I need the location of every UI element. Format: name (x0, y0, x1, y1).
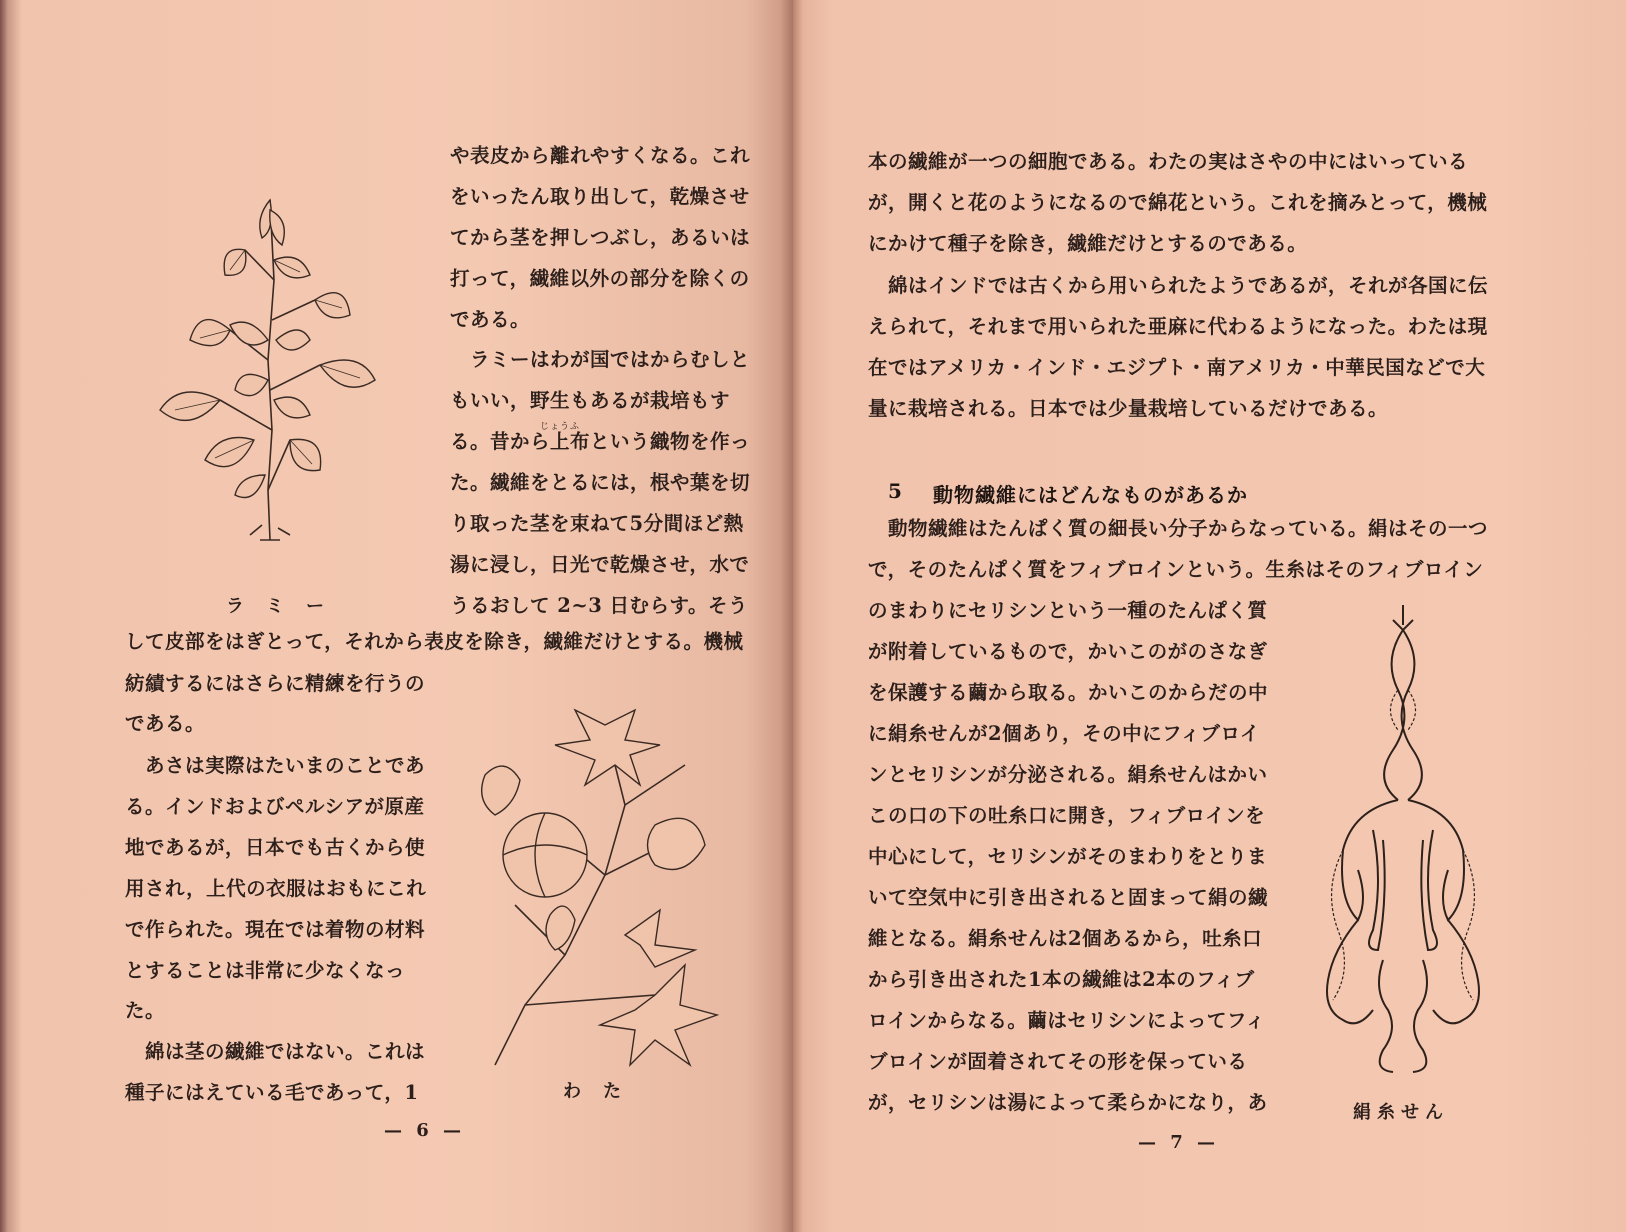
text-line: 綿は茎の繊維ではない。これは (145, 1040, 426, 1063)
text-line: で作られた。現在では着物の材料 (125, 918, 426, 941)
text-line: もいい，野生もあるが栽培もす (450, 389, 731, 412)
text-line: をいったん取り出して，乾燥させ (450, 185, 750, 208)
text-line: のまわりにセリシンという一種のたんぱく質 (868, 599, 1268, 622)
text-line: に絹糸せんが2個あり，その中にフィブロイ (868, 722, 1260, 745)
text-line: あさは実際はたいまのことであ (145, 754, 426, 777)
text-line: にかけて種子を除き，繊維だけとするのである。 (868, 232, 1308, 255)
page-number-right: — 7 — (1138, 1132, 1220, 1153)
page-number-left: — 6 — (384, 1120, 466, 1141)
text-line: を保護する繭から取る。かいこのからだの中 (868, 681, 1269, 704)
text-line: が，セリシンは湯によって柔らかになり，あ (868, 1091, 1268, 1114)
text-line: る。昔から上布という織物を作っ (450, 430, 751, 453)
silk-gland-illustration (1313, 600, 1493, 1080)
text-line: た。 (125, 999, 166, 1022)
text-line: 用され，上代の衣服はおもにこれ (125, 877, 427, 900)
text-line: が附着しているもので，かいこのがのさなぎ (868, 640, 1268, 663)
cotton-caption: わた (563, 1081, 643, 1102)
text-line: である。 (450, 308, 531, 331)
text-line: 湯に浸し，日光で乾燥させ，水で (450, 553, 750, 576)
ramie-caption: ラミー (226, 596, 346, 617)
cotton-drawing (455, 705, 725, 1075)
left-page (0, 0, 793, 1232)
text-line: 本の繊維が一つの細胞である。わたの実はさやの中にはいっている (868, 150, 1469, 173)
text-line: 紡績するにはさらに精練を行うの (125, 672, 426, 695)
text-line: てから茎を押しつぶし，あるいは (450, 226, 751, 249)
ramie-drawing (150, 190, 390, 550)
text-line: が，開くと花のようになるので綿花という。これを摘みとって，機械 (868, 191, 1488, 214)
text-line: や表皮から離れやすくなる。これ (450, 144, 751, 167)
silk-gland-caption: 絹糸せん (1353, 1102, 1449, 1123)
text-line: この口の下の吐糸口に開き，フィブロインを (868, 804, 1266, 827)
text-line: た。繊維をとるには，根や葉を切 (450, 471, 751, 494)
cotton-illustration (455, 705, 725, 1075)
ruby-annotation: じょうふ (540, 422, 581, 432)
text-line: ンとセリシンが分泌される。絹糸せんはかい (868, 763, 1268, 786)
text-line: り取った茎を束ねて5分間ほど熱 (450, 512, 744, 535)
text-line: 綿はインドでは古くから用いられたようであるが，それが各国に伝 (888, 274, 1489, 297)
text-line: 地であるが，日本でも古くから使 (125, 836, 426, 859)
section-heading: 動物繊維にはどんなものがあるか (933, 483, 1248, 507)
text-line: 打って，繊維以外の部分を除くの (450, 267, 750, 290)
text-line: 中心にして，セリシンがそのまわりをとりま (868, 845, 1268, 868)
text-line: 量に栽培される。日本では少量栽培しているだけである。 (868, 397, 1389, 420)
text-line: して皮部をはぎとって，それから表皮を除き，繊維だけとする。機械 (125, 630, 744, 653)
text-line: から引き出された1本の繊維は2本のフィブ (868, 968, 1255, 991)
text-line: ブロインが固着されてその形を保っている (868, 1050, 1248, 1073)
text-line: である。 (125, 712, 206, 735)
silk-gland-drawing (1313, 600, 1493, 1080)
text-line: ラミーはわが国ではからむしと (470, 348, 751, 371)
text-line: で，そのたんぱく質をフィブロインという。生糸はそのフィブロイン (868, 558, 1484, 581)
right-page (793, 0, 1626, 1232)
text-line: えられて，それまで用いられた亜麻に代わるようになった。わたは現 (868, 315, 1488, 338)
text-line: いて空気中に引き出されると固まって絹の繊 (868, 886, 1269, 909)
ramie-illustration (150, 190, 390, 550)
section-number: 5 (888, 479, 903, 503)
text-line: 維となる。絹糸せんは2個あるから，吐糸口 (868, 927, 1263, 950)
text-line: うるおして 2~3 日むらす。そう (450, 594, 748, 617)
text-line: る。インドおよびペルシアが原産 (125, 795, 425, 818)
text-line: 在ではアメリカ・インド・エジプト・南アメリカ・中華民国などで大 (868, 356, 1486, 379)
text-line: 種子にはえている毛であって，1 (125, 1081, 419, 1104)
text-line: ロインからなる。繭はセリシンによってフィ (868, 1009, 1266, 1032)
text-line: 動物繊維はたんぱく質の細長い分子からなっている。絹はその一つ (888, 517, 1489, 540)
text-line: とすることは非常に少なくなっ (125, 959, 406, 982)
